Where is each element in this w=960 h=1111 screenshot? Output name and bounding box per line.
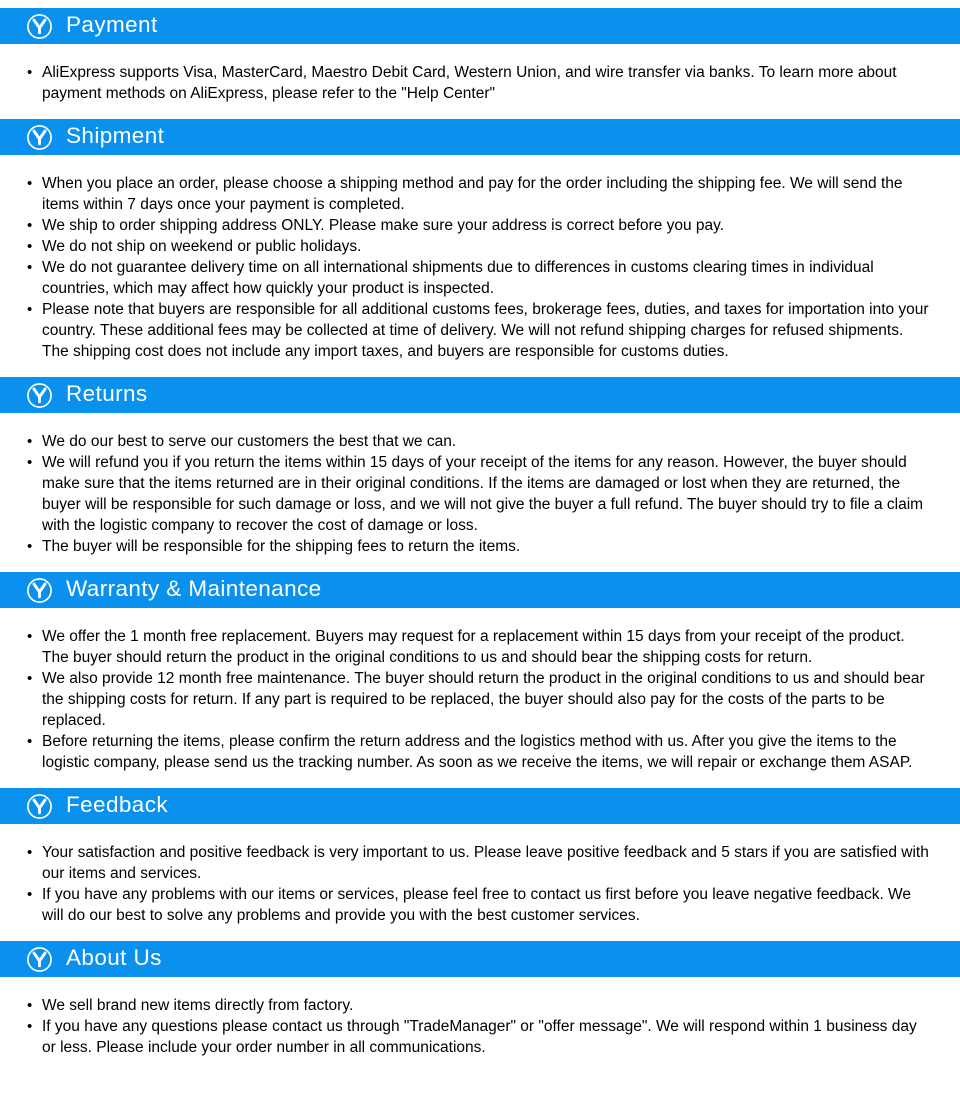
circle-v-badge-icon (26, 946, 53, 973)
bullet-item: • Your satisfaction and positive feedback is very important to us. Please leave positive feedback and 5 stars if you are satisfied with our items and services. (42, 842, 932, 884)
section-title: Shipment (66, 123, 165, 148)
section-title: Payment (66, 12, 158, 37)
bullet-item: • If you have any questions please contact us through "TradeManager" or "offer message". We will respond within 1 business day or less. Please include your order number in all communications. (42, 1016, 932, 1058)
circle-v-badge-icon (26, 124, 53, 151)
section-header-payment (0, 8, 960, 44)
bullet-item: • When you place an order, please choose a shipping method and pay for the order including the shipping fee. We will send the items within 7 days once your payment is completed. (42, 173, 932, 215)
bullet-item: • We offer the 1 month free replacement. Buyers may request for a replacement within 15 days from your receipt of the product. The buyer should return the product in the original conditions to us and should bear the shipping costs for return. (42, 626, 932, 668)
bullet-item: • AliExpress supports Visa, MasterCard, Maestro Debit Card, Western Union, and wire transfer via banks. To learn more about payment methods on AliExpress, please refer to the "Help Center" (42, 62, 932, 104)
bullet-item: • The buyer will be responsible for the shipping fees to return the items. (42, 536, 932, 557)
section-header-feedback (0, 788, 960, 824)
section-returns (0, 377, 960, 557)
section-warranty-maintenance (0, 572, 960, 773)
section-header-shipment (0, 119, 960, 155)
bullet-item: • We ship to order shipping address ONLY. Please make sure your address is correct before you pay. (42, 215, 932, 236)
bullet-item: • We do not guarantee delivery time on all international shipments due to differences in customs clearing times in individual countries, which may affect how quickly your product is inspected. (42, 257, 932, 299)
section-feedback (0, 788, 960, 926)
bullet-item: • Please note that buyers are responsible for all additional customs fees, brokerage fees, duties, and taxes for importation into your country. These additional fees may be collected at time of delivery. We will not refund shipping charges for refused shipments. The shipping cost does not include any import taxes, and buyers are responsible for customs duties. (42, 299, 932, 362)
section-shipment (0, 119, 960, 362)
circle-v-badge-icon (26, 793, 53, 820)
section-header-about-us (0, 941, 960, 977)
bullet-item: • We do not ship on weekend or public holidays. (42, 236, 932, 257)
circle-v-badge-icon (26, 13, 53, 40)
section-header-warranty (0, 572, 960, 608)
section-bullet-list (0, 173, 960, 362)
section-title: About Us (66, 945, 162, 970)
section-bullet-list (0, 995, 960, 1058)
bullet-item: • We sell brand new items directly from factory. (42, 995, 932, 1016)
section-payment (0, 8, 960, 104)
bullet-item: • We do our best to serve our customers the best that we can. (42, 431, 932, 452)
bullet-item: • Before returning the items, please confirm the return address and the logistics method with us. After you give the items to the logistic company, please send us the tracking number. As soon as we receive the items, we will repair or exchange them ASAP. (42, 731, 932, 773)
bullet-item: • We also provide 12 month free maintenance. The buyer should return the product in the original conditions to us and should bear the shipping costs for return. If any part is required to be replaced, the buyer should also pay for the costs of the parts to be replaced. (42, 668, 932, 731)
section-bullet-list (0, 842, 960, 926)
section-title: Returns (66, 381, 148, 406)
section-bullet-list (0, 626, 960, 773)
section-title: Feedback (66, 792, 169, 817)
section-bullet-list (0, 431, 960, 557)
section-bullet-list (0, 62, 960, 104)
circle-v-badge-icon (26, 382, 53, 409)
bullet-item: • We will refund you if you return the items within 15 days of your receipt of the items for any reason. However, the buyer should make sure that the items returned are in their original conditions. If the items are damaged or lost when they are returned, the buyer will be responsible for such damage or loss, and we will not give the buyer a full refund. The buyer should try to file a claim with the logistic company to recover the cost of damage or loss. (42, 452, 932, 536)
section-header-returns (0, 377, 960, 413)
circle-v-badge-icon (26, 577, 53, 604)
section-about-us (0, 941, 960, 1058)
bullet-item: • If you have any problems with our items or services, please feel free to contact us first before you leave negative feedback. We will do our best to solve any problems and provide you with the best customer services. (42, 884, 932, 926)
section-title: Warranty & Maintenance (66, 576, 322, 601)
